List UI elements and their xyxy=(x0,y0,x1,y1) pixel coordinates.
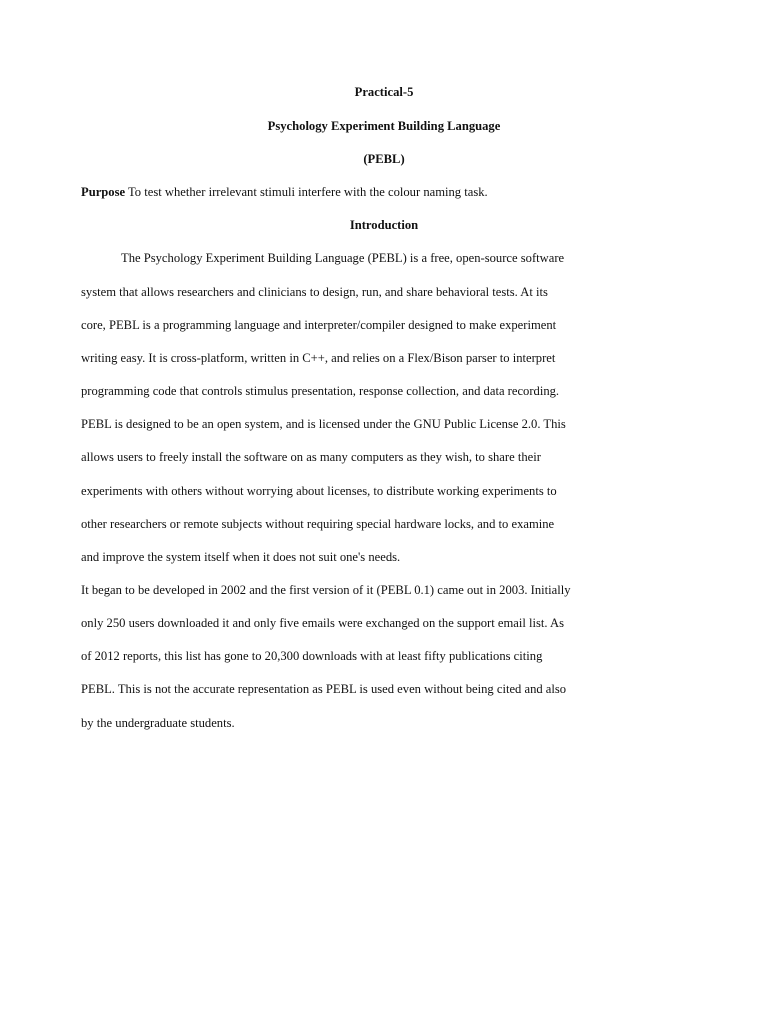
paragraph-1-line: allows users to freely install the software on as many computers as they wish, to share their xyxy=(81,450,541,464)
paragraph-1-line: experiments with others without worrying about licenses, to distribute working experiments to xyxy=(81,484,557,498)
document-abbreviation: (PEBL) xyxy=(363,152,405,166)
paragraph-2-line: It began to be developed in 2002 and the first version of it (PEBL 0.1) came out in 2003. Initially xyxy=(81,583,571,597)
paragraph-1-line: The Psychology Experiment Building Language (PEBL) is a free, open-source software xyxy=(121,251,565,265)
paragraph-1-line: other researchers or remote subjects without requiring special hardware locks, and to examine xyxy=(81,517,555,531)
purpose-text: To test whether irrelevant stimuli interfere with the colour naming task. xyxy=(125,185,488,199)
paragraph-1-line: system that allows researchers and clinicians to design, run, and share behavioral tests. At its xyxy=(81,285,548,299)
paragraph-1-line: programming code that controls stimulus presentation, response collection, and data recording. xyxy=(81,384,560,398)
paragraph-2-line: only 250 users downloaded it and only five emails were exchanged on the support email list. As xyxy=(81,616,565,630)
document-title: Practical-5 xyxy=(354,85,414,99)
purpose-line xyxy=(81,184,691,200)
purpose-label: Purpose xyxy=(81,185,126,199)
paragraph-1-line: core, PEBL is a programming language and interpreter/compiler designed to make experiment xyxy=(81,318,557,332)
paragraph-2-line: of 2012 reports, this list has gone to 20,300 downloads with at least fifty publications citing xyxy=(81,649,543,663)
paragraph-1-line: and improve the system itself when it does not suit one's needs. xyxy=(81,550,401,564)
paragraph-2-line: PEBL. This is not the accurate representation as PEBL is used even without being cited and also xyxy=(81,682,567,696)
paragraph-1-line: writing easy. It is cross-platform, written in C++, and relies on a Flex/Bison parser to interpret xyxy=(81,351,556,365)
paragraph-1-line: PEBL is designed to be an open system, and is licensed under the GNU Public License 2.0. This xyxy=(81,417,566,431)
paragraph-2-line: by the undergraduate students. xyxy=(81,716,235,730)
document-subtitle: Psychology Experiment Building Language xyxy=(267,119,501,133)
section-heading: Introduction xyxy=(349,218,419,232)
